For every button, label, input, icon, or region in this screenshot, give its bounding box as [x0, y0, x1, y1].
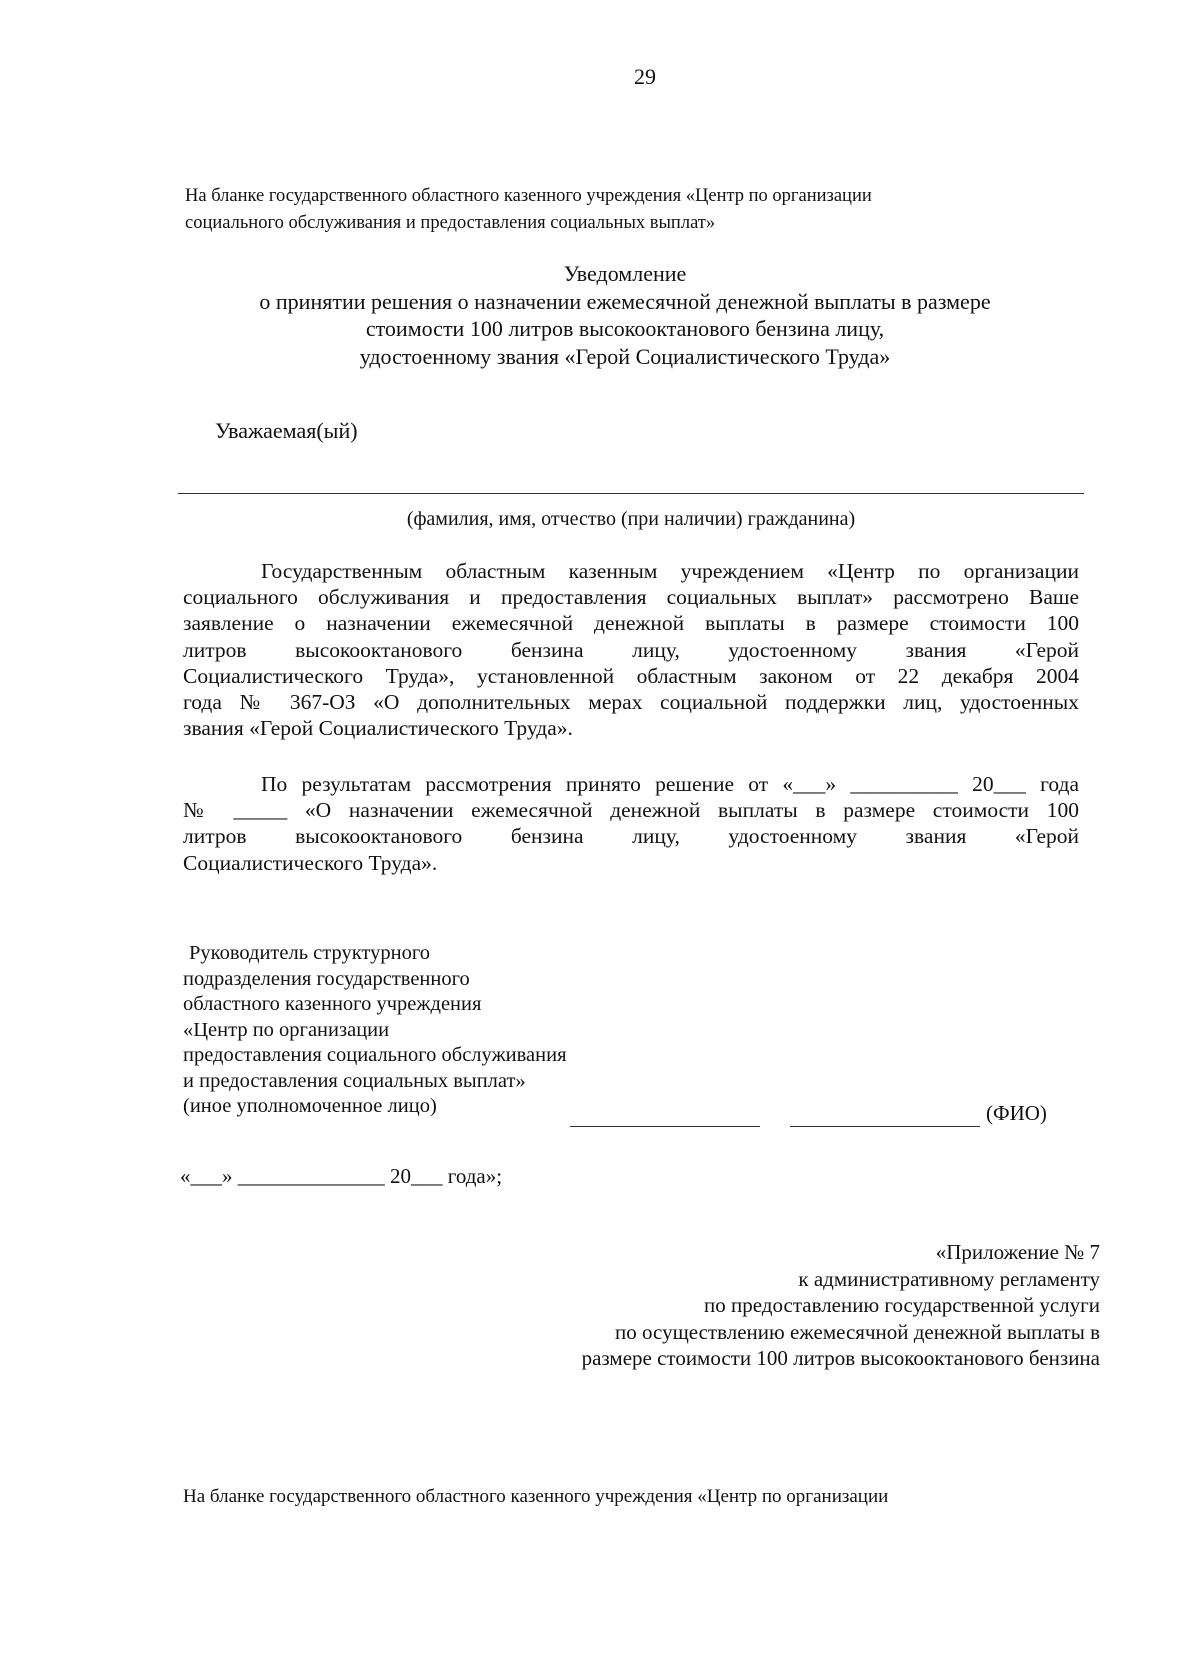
signatory-line: подразделения государственного [183, 967, 470, 990]
appendix-line: размере стоимости 100 литров высокооктанового бензина [581, 1346, 1100, 1370]
letterhead-line: социального обслуживания и предоставления социальных выплат» [185, 213, 716, 233]
date-line: «___» ______________ 20___ года»; [180, 1164, 503, 1188]
signatory-line: предоставления социального обслуживания [183, 1044, 567, 1066]
body-paragraph-review [183, 558, 1079, 741]
greeting: Уважаемая(ый) [215, 418, 358, 443]
paragraph-line: социального обслуживания и предоставления социальных выплат» рассмотрено Ваше [183, 585, 1079, 610]
recipient-name-caption: (фамилия, имя, отчество (при наличии) гражданина) [406, 508, 856, 530]
notice-heading: Уведомление [563, 261, 687, 286]
letterhead-line: На бланке государственного областного казенного учреждения «Центр по организации [185, 186, 872, 206]
notice-subtitle-line: удостоенному звания «Герой Социалистического Труда» [359, 343, 891, 369]
signatory-line: и предоставления социальных выплат» [183, 1069, 526, 1092]
paragraph-line: По результатам рассмотрения принято решение от «___» __________ 20___ года [261, 772, 1079, 796]
paragraph-line: Государственным областным казенным учреждением «Центр по организации [261, 559, 1079, 583]
paragraph-line: литров высокооктанового бензина лицу, удостоенному звания «Герой [183, 824, 1079, 849]
paragraph-line: года № 367-ОЗ «О дополнительных мерах социальной поддержки лиц, удостоенных [183, 689, 1079, 714]
appendix-header [582, 1239, 1100, 1372]
signatory-line: областного казенного учреждения [183, 993, 482, 1015]
fio-blank [790, 1126, 980, 1127]
body-paragraph-decision [183, 771, 1079, 876]
recipient-name-blank [178, 493, 1084, 494]
notice-title [185, 260, 1065, 370]
signatory-line: «Центр по организации [183, 1018, 390, 1041]
notice-subtitle-line: стоимости 100 литров высокооктанового бензина лицу, [365, 316, 885, 341]
signatory-line: Руководитель структурного [189, 942, 430, 964]
paragraph-line: заявление о назначении ежемесячной денежной выплаты в размере стоимости 100 [183, 611, 1079, 636]
fio-label: (ФИО) [986, 1101, 1047, 1125]
paragraph-line: Социалистического Труда», установленной областным законом от 22 декабря 2004 [183, 663, 1079, 688]
footer-letterhead: На бланке государственного областного казенного учреждения «Центр по организации [183, 1486, 889, 1507]
letterhead [185, 183, 1065, 237]
appendix-line: «Приложение № 7 [935, 1240, 1100, 1264]
signatory-block [183, 941, 567, 1120]
appendix-line: по осуществлению ежемесячной денежной выплаты в [615, 1319, 1100, 1344]
paragraph-line: звания «Герой Социалистического Труда». [183, 716, 573, 741]
paragraph-line: литров высокооктанового бензина лицу, удостоенному звания «Герой [183, 637, 1079, 662]
page-number: 29 [634, 64, 656, 89]
paragraph-line: № _____ «О назначении ежемесячной денежной выплаты в размере стоимости 100 [183, 798, 1079, 823]
appendix-line: по предоставлению государственной услуги [704, 1293, 1100, 1317]
paragraph-line: Социалистического Труда». [183, 850, 438, 875]
signature-blank [570, 1126, 760, 1127]
appendix-line: к административному регламенту [798, 1266, 1100, 1291]
notice-subtitle-line: о принятии решения о назначении ежемесячной денежной выплаты в размере [259, 288, 991, 314]
signatory-line: (иное уполномоченное лицо) [183, 1095, 437, 1117]
